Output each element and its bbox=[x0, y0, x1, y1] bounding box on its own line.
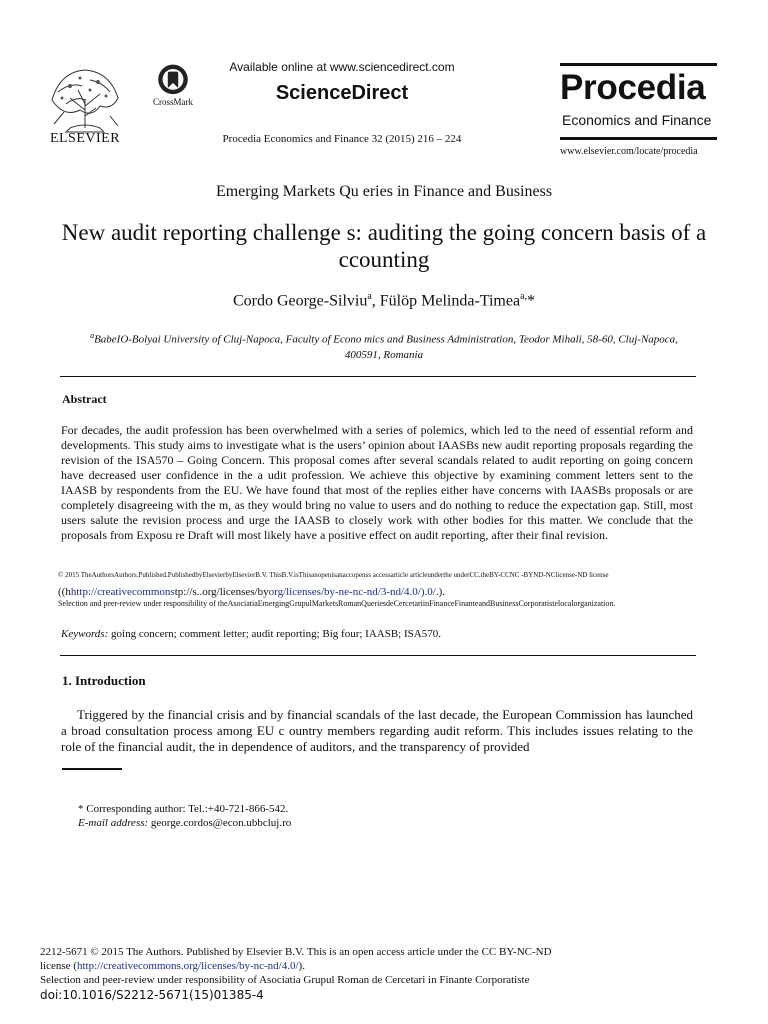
procedia-url[interactable]: www.elsevier.com/locate/procedia bbox=[560, 146, 698, 157]
keywords-label: Keywords: bbox=[61, 628, 109, 640]
footer-license-link[interactable]: http://creativecommons.org/licenses/by-nc-nd/4.0/ bbox=[76, 960, 299, 972]
publisher-name: ELSEVIER bbox=[49, 131, 121, 146]
crossmark-icon[interactable] bbox=[150, 62, 196, 102]
license-prefix: ((h bbox=[58, 586, 71, 598]
procedia-top-rule bbox=[560, 63, 717, 66]
paper-title: New audit reporting challenge s: auditing the going concern basis of a ccounting bbox=[61, 220, 707, 272]
footer-peer-review-line: Selection and peer-review under responsibility of Asociatia Grupul Roman de Cercetari in Finante Corporatiste bbox=[40, 974, 530, 986]
footer-license-prefix: license ( bbox=[40, 960, 77, 972]
affiliation-mark: a bbox=[90, 331, 95, 340]
available-online-text: Available online at www.sciencedirect.com bbox=[229, 60, 455, 74]
procedia-bottom-rule bbox=[560, 137, 717, 140]
journal-reference: Procedia Economics and Finance 32 (2015) 216 – 224 bbox=[222, 133, 462, 145]
footer-license-suffix: ). bbox=[298, 960, 305, 972]
crossmark-label: CrossMark bbox=[153, 97, 193, 107]
author-2: Fülöp Melinda-Timea bbox=[379, 292, 521, 310]
keywords bbox=[61, 628, 693, 640]
affiliation bbox=[90, 328, 678, 363]
abstract-bottom-rule bbox=[60, 655, 696, 656]
conference-name: Emerging Markets Qu eries in Finance and Business bbox=[215, 183, 553, 200]
introduction-body: Triggered by the financial crisis and by financial scandals of the last decade, the European Commission has launched a broad consultation process among EU c ountry members regarding audit reform. This includes issues relating to the role of the financial audit, the in dependence of auditors, and the transparency of provided bbox=[61, 707, 693, 754]
affiliation-text: BabeIO-Bolyai University of Cluj-Napoca, Faculty of Econo mics and Business Administration, Teodor Mihali, 58-60, Cluj-Napoca, 400591, Romania bbox=[94, 333, 678, 361]
author-1-affil-mark: a bbox=[367, 291, 372, 302]
abstract-heading: Abstract bbox=[62, 392, 107, 406]
abstract-top-rule bbox=[60, 376, 696, 377]
section-heading-introduction: 1. Introduction bbox=[62, 673, 146, 688]
license-suffix: .). bbox=[435, 586, 445, 598]
email-label: E-mail address: bbox=[78, 817, 149, 829]
corresponding-author-note: * Corresponding author: Tel.:+40-721-866-542. bbox=[78, 803, 289, 815]
license-link-1[interactable]: http://creativecommons bbox=[70, 586, 175, 598]
author-2-affil-mark: a, bbox=[520, 291, 528, 302]
corresponding-mark: * bbox=[527, 292, 536, 310]
copyright-notice: © 2015 TheAuthorsAuthors.Published.PublishedbyElsevierbyElsevierB.V. ThisB.V.isThisanopenisanaccopenss accessarticle articleunderthe underCC.theBY-CCNC -BYND-NClicense-ND license bbox=[58, 571, 609, 579]
procedia-logo-title: Procedia bbox=[560, 68, 706, 107]
email-address[interactable]: george.cordos@econ.ubbcluj.ro bbox=[148, 817, 292, 829]
author-list bbox=[0, 291, 768, 310]
license-link-2[interactable]: org/licenses/by-ne-nc-nd/3-nd/4.0/).0/ bbox=[268, 586, 436, 598]
procedia-logo-subtitle: Economics and Finance bbox=[562, 112, 712, 128]
author-separator: , bbox=[371, 292, 380, 310]
footer-license-line bbox=[40, 959, 730, 973]
email-note bbox=[78, 817, 678, 829]
peer-review-notice: Selection and peer-review under responsibility of theAsociatiaEmergingGrupulMarketsRomanQueriesdeCercetariinFinanceFinanteandBusinessCorporatistelocalorganization. bbox=[58, 599, 616, 608]
abstract-body: For decades, the audit profession has been overwhelmed with a series of polemics, which led to the need of essential reform and developments. This study aims to investigate what is the users’ opinion about IAASBs new audit reporting proposals regarding the revision of the ISA570 – Going Concern. This proposal comes after several scandals related to audit reporting on going concern have decreased user confidence in the a udit profession. We achieve this objective by examining comment letters sent to the IAASB by respondents from the EU. We have found that most of the replies either have concerns with IAASBs proposals or are completely disagreeing with the m, as they would bring no value to users and do nothing to reduce the expectation gap. Still, most users salute the revision process and urge the IAASB to closely work with other bodies for this matter. We conclude that the proposals from Exposu re Draft will most likely have a positive effect on audit reporting, after their final revision. bbox=[61, 423, 693, 542]
keywords-list: going concern; comment letter; audit reporting; Big four; IAASB; ISA570. bbox=[108, 628, 441, 640]
footer-issn-line: 2212-5671 © 2015 The Authors. Published by Elsevier B.V. This is an open access article under the CC BY-NC-ND bbox=[40, 946, 552, 958]
footnote-rule bbox=[62, 768, 122, 770]
sciencedirect-title: ScienceDirect bbox=[275, 82, 409, 104]
license-line bbox=[58, 586, 698, 598]
license-mid: tp://s..org/licenses/by bbox=[174, 586, 269, 598]
author-1: Cordo George-Silviu bbox=[232, 292, 368, 310]
doi[interactable]: doi:10.1016/S2212-5671(15)01385-4 bbox=[40, 988, 264, 1002]
